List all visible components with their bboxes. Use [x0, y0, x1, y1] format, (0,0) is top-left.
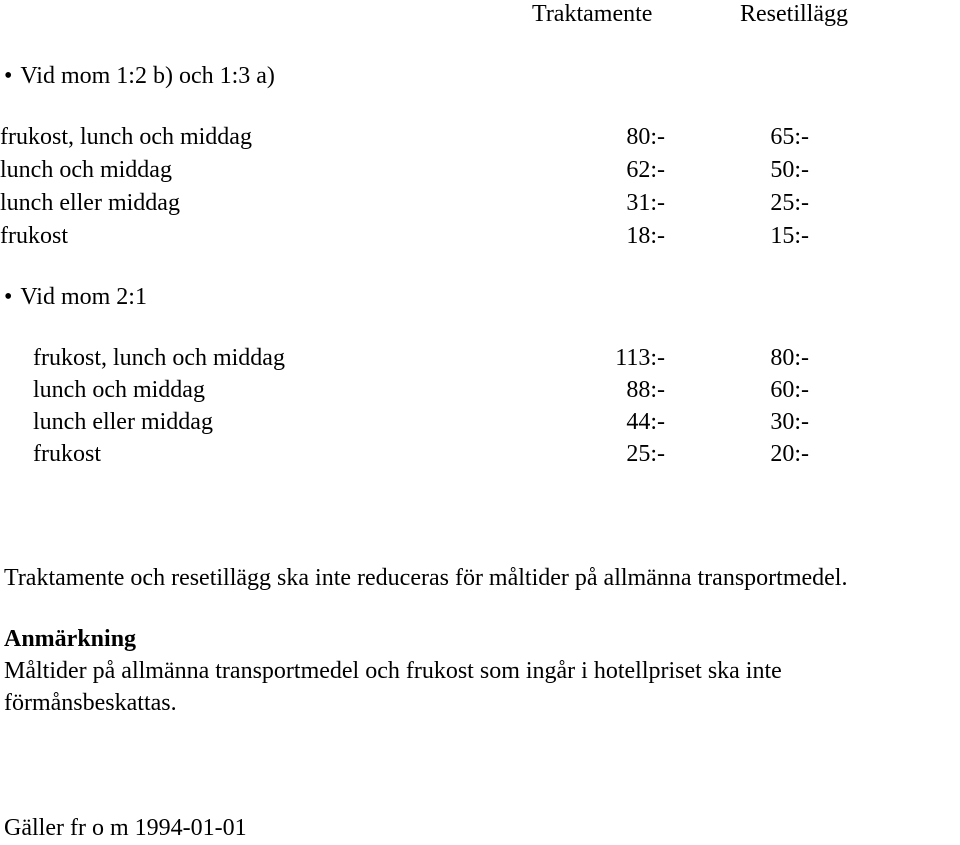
resetillagg-value: 30:- — [770, 409, 809, 435]
column-header-resetillagg: Resetillägg — [740, 1, 848, 27]
resetillagg-value: 15:- — [770, 223, 809, 249]
remark-line-2: förmånsbeskattas. — [4, 690, 177, 716]
table-row — [0, 153, 960, 187]
meal-label: frukost — [0, 223, 68, 249]
resetillagg-value: 65:- — [770, 124, 809, 150]
section-heading-text: Vid mom 1:2 b) och 1:3 a) — [20, 63, 275, 89]
section-heading-text: Vid mom 2:1 — [20, 284, 147, 310]
validity-date: Gäller fr o m 1994-01-01 — [4, 815, 247, 841]
meal-label: frukost — [33, 441, 101, 467]
traktamente-value: 31:- — [626, 190, 665, 216]
table-row — [0, 405, 960, 439]
table-row — [0, 186, 960, 220]
table-row — [0, 219, 960, 253]
meal-label: lunch och middag — [0, 157, 172, 183]
traktamente-value: 44:- — [626, 409, 665, 435]
resetillagg-value: 25:- — [770, 190, 809, 216]
resetillagg-value: 80:- — [770, 345, 809, 371]
remark-title: Anmärkning — [4, 626, 137, 652]
remark-line-1: Måltider på allmänna transportmedel och frukost som ingår i hotellpriset ska inte — [4, 658, 782, 684]
reduction-note: Traktamente och resetillägg ska inte reduceras för måltider på allmänna transportmedel. — [4, 565, 848, 591]
resetillagg-value: 50:- — [770, 157, 809, 183]
table-row — [0, 437, 960, 471]
traktamente-value: 18:- — [626, 223, 665, 249]
meal-label: frukost, lunch och middag — [0, 124, 252, 150]
column-header-traktamente: Traktamente — [532, 1, 653, 27]
traktamente-value: 88:- — [626, 377, 665, 403]
table-row — [0, 341, 960, 375]
meal-label: frukost, lunch och middag — [33, 345, 285, 371]
traktamente-value: 80:- — [626, 124, 665, 150]
section-heading-mom-1 — [4, 59, 275, 93]
resetillagg-value: 60:- — [770, 377, 809, 403]
meal-label: lunch eller middag — [0, 190, 180, 216]
meal-label: lunch eller middag — [33, 409, 213, 435]
table-row — [0, 120, 960, 154]
resetillagg-value: 20:- — [770, 441, 809, 467]
traktamente-value: 113:- — [615, 345, 665, 371]
section-heading-mom-2 — [4, 280, 147, 314]
traktamente-value: 62:- — [626, 157, 665, 183]
table-row — [0, 373, 960, 407]
meal-label: lunch och middag — [33, 377, 205, 403]
traktamente-value: 25:- — [626, 441, 665, 467]
